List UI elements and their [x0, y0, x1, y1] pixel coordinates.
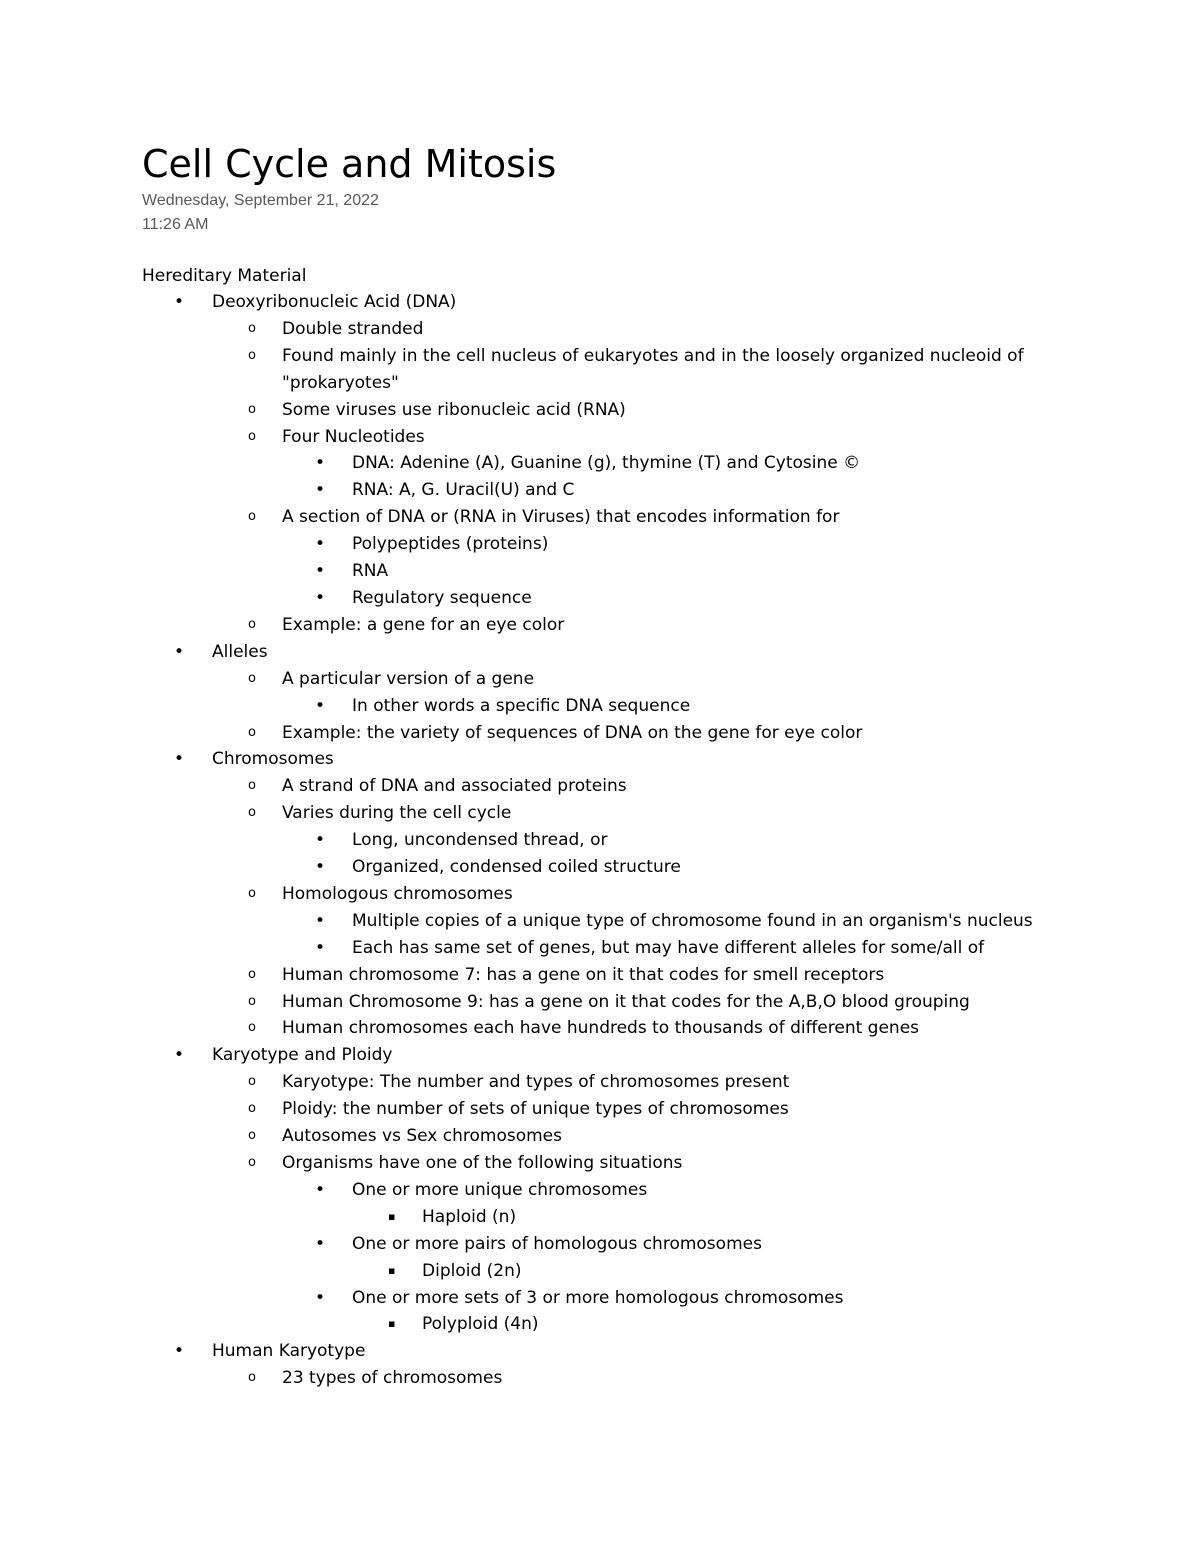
list-item-text: RNA	[352, 561, 389, 582]
list-item	[142, 639, 1142, 747]
bullet-icon: •	[174, 1045, 185, 1066]
list-item	[142, 746, 1142, 1042]
bullet-icon: •	[315, 453, 326, 474]
list-item	[142, 531, 1142, 558]
list-item-text: Polyploid (4n)	[422, 1314, 539, 1335]
list-item	[142, 827, 1142, 854]
bullet-icon: •	[315, 857, 326, 878]
list-item-text: A section of DNA or (RNA in Viruses) that encodes information for	[282, 507, 840, 528]
bullet-icon: •	[315, 695, 326, 716]
outline-level-3	[142, 827, 1142, 881]
bullet-icon: •	[174, 641, 185, 662]
list-item-text: DNA: Adenine (A), Guanine (g), thymine (T) and Cytosine ©	[352, 453, 861, 474]
outline-level-3	[142, 693, 1142, 720]
list-item	[142, 854, 1142, 881]
outline-level-2	[142, 1069, 1142, 1338]
bullet-icon: •	[315, 937, 326, 958]
list-item	[142, 424, 1142, 505]
circle-bullet-icon: o	[248, 724, 256, 740]
list-item-text: Homologous chromosomes	[282, 883, 513, 904]
list-item	[142, 1042, 1142, 1338]
circle-bullet-icon: o	[248, 1370, 256, 1386]
circle-bullet-icon: o	[248, 966, 256, 982]
list-item-text: Polypeptides (proteins)	[352, 534, 549, 555]
list-item	[142, 1231, 1142, 1285]
list-item	[142, 1015, 1142, 1042]
list-item-text: Diploid (2n)	[422, 1260, 522, 1281]
list-item-text: Human chromosomes each have hundreds to thousands of different genes	[282, 1018, 920, 1039]
bullet-icon: •	[315, 910, 326, 931]
list-item	[142, 1311, 1142, 1338]
bullet-icon: •	[174, 749, 185, 770]
list-item-text: Example: the variety of sequences of DNA on the gene for eye color	[282, 722, 863, 743]
list-item-text: Autosomes vs Sex chromosomes	[282, 1126, 562, 1147]
bullet-icon: •	[174, 1341, 185, 1362]
circle-bullet-icon: o	[248, 805, 256, 821]
circle-bullet-icon: o	[248, 778, 256, 794]
list-item-text: Chromosomes	[212, 749, 334, 770]
section-heading: Hereditary Material	[142, 266, 307, 286]
list-item	[142, 1150, 1142, 1338]
list-item-text: Double stranded	[282, 318, 424, 339]
list-item	[142, 504, 1142, 612]
bullet-icon: •	[315, 534, 326, 555]
list-item	[142, 1123, 1142, 1150]
circle-bullet-icon: o	[248, 1101, 256, 1117]
square-bullet-icon: ▪	[388, 1209, 396, 1223]
circle-bullet-icon: o	[248, 670, 256, 686]
circle-bullet-icon: o	[248, 616, 256, 632]
list-item-text: Varies during the cell cycle	[282, 803, 512, 824]
outline-level-2	[142, 666, 1142, 747]
bullet-icon: •	[315, 1179, 326, 1200]
list-item-text: Human Chromosome 9: has a gene on it that codes for the A,B,O blood grouping	[282, 991, 970, 1012]
bullet-icon: •	[315, 1287, 326, 1308]
list-item-text: Example: a gene for an eye color	[282, 614, 565, 635]
circle-bullet-icon: o	[248, 509, 256, 525]
bullet-icon: •	[315, 480, 326, 501]
circle-bullet-icon: o	[248, 401, 256, 417]
list-item-text: One or more unique chromosomes	[352, 1179, 648, 1200]
list-item-text: Karyotype and Ploidy	[212, 1045, 393, 1066]
outline-level-2	[142, 1365, 1142, 1392]
list-item-text: Multiple copies of a unique type of chromosome found in an organism's nucleus	[352, 910, 1033, 931]
bullet-icon: •	[315, 561, 326, 582]
list-item	[142, 881, 1142, 962]
list-item	[142, 1258, 1142, 1285]
list-item	[142, 316, 1142, 343]
list-item	[142, 1096, 1142, 1123]
list-item-text: Some viruses use ribonucleic acid (RNA)	[282, 399, 626, 420]
list-item-text: In other words a specific DNA sequence	[352, 695, 691, 716]
circle-bullet-icon: o	[248, 1020, 256, 1036]
bullet-icon: •	[315, 1233, 326, 1254]
list-item-text: Regulatory sequence	[352, 587, 532, 608]
list-item	[142, 585, 1142, 612]
list-item-text: Four Nucleotides	[282, 426, 425, 447]
list-item	[142, 962, 1142, 989]
list-item-text: Deoxyribonucleic Acid (DNA)	[212, 292, 457, 312]
list-item-text: Found mainly in the cell nucleus of eukaryotes and in the loosely organized nucleoid of "prokaryotes"	[282, 345, 1024, 393]
list-item-text: Human Karyotype	[212, 1341, 366, 1362]
list-item	[142, 1069, 1142, 1096]
square-bullet-icon: ▪	[388, 1263, 396, 1277]
list-item	[142, 477, 1142, 504]
circle-bullet-icon: o	[248, 1074, 256, 1090]
list-item-text: RNA: A, G. Uracil(U) and C	[352, 480, 575, 501]
list-item	[142, 800, 1142, 881]
list-item	[142, 1285, 1142, 1339]
outline-level-3	[142, 1177, 1142, 1338]
list-item	[142, 612, 1142, 639]
list-item	[142, 1204, 1142, 1231]
outline-level-2	[142, 773, 1142, 1042]
page-title: Cell Cycle and Mitosis	[142, 142, 557, 186]
list-item-text: Human chromosome 7: has a gene on it that codes for smell receptors	[282, 964, 885, 985]
outline-level-3	[142, 450, 1142, 504]
circle-bullet-icon: o	[248, 885, 256, 901]
list-item	[142, 666, 1142, 720]
outline-level-4	[142, 1204, 1142, 1231]
list-item	[142, 289, 1142, 639]
note-date: Wednesday, September 21, 2022	[142, 192, 379, 209]
list-item-text: A particular version of a gene	[282, 668, 535, 689]
list-item	[142, 397, 1142, 424]
list-item-text: Organisms have one of the following situations	[282, 1153, 683, 1173]
square-bullet-icon: ▪	[388, 1317, 396, 1331]
list-item	[142, 935, 1142, 962]
list-item	[142, 343, 1142, 397]
list-item	[142, 693, 1142, 720]
list-item	[142, 1365, 1142, 1392]
circle-bullet-icon: o	[248, 320, 256, 336]
list-item-text: One or more pairs of homologous chromosomes	[352, 1233, 762, 1254]
list-item-text: 23 types of chromosomes	[282, 1368, 503, 1389]
list-item	[142, 1338, 1142, 1392]
note-time: 11:26 AM	[142, 216, 209, 233]
outline-level-3	[142, 908, 1142, 962]
list-item-text: A strand of DNA and associated proteins	[282, 776, 627, 797]
circle-bullet-icon: o	[248, 1155, 256, 1170]
outline-level-4	[142, 1258, 1142, 1285]
outline-level-3	[142, 531, 1142, 612]
list-item	[142, 558, 1142, 585]
bullet-icon: •	[315, 587, 326, 608]
list-item	[142, 773, 1142, 800]
circle-bullet-icon: o	[248, 1128, 256, 1144]
list-item-text: One or more sets of 3 or more homologous chromosomes	[352, 1287, 844, 1308]
outline-level-2	[142, 316, 1142, 639]
list-item	[142, 450, 1142, 477]
list-item-text: Each has same set of genes, but may have different alleles for some/all of	[352, 937, 985, 958]
outline-level-4	[142, 1311, 1142, 1338]
list-item	[142, 720, 1142, 747]
outline-list	[142, 289, 1142, 1392]
list-item-text: Long, uncondensed thread, or	[352, 830, 608, 851]
list-item-text: Haploid (n)	[422, 1206, 517, 1227]
list-item-text: Organized, condensed coiled structure	[352, 857, 681, 878]
list-item	[142, 908, 1142, 935]
bullet-icon: •	[315, 830, 326, 851]
circle-bullet-icon: o	[248, 428, 256, 444]
circle-bullet-icon: o	[248, 993, 256, 1009]
list-item-text: Ploidy: the number of sets of unique types of chromosomes	[282, 1099, 789, 1120]
list-item	[142, 1177, 1142, 1231]
bullet-icon: •	[174, 292, 185, 312]
circle-bullet-icon: o	[248, 347, 256, 363]
list-item-text: Karyotype: The number and types of chromosomes present	[282, 1072, 790, 1093]
outline-level-1	[142, 289, 1142, 1392]
list-item	[142, 989, 1142, 1016]
list-item-text: Alleles	[212, 641, 268, 662]
